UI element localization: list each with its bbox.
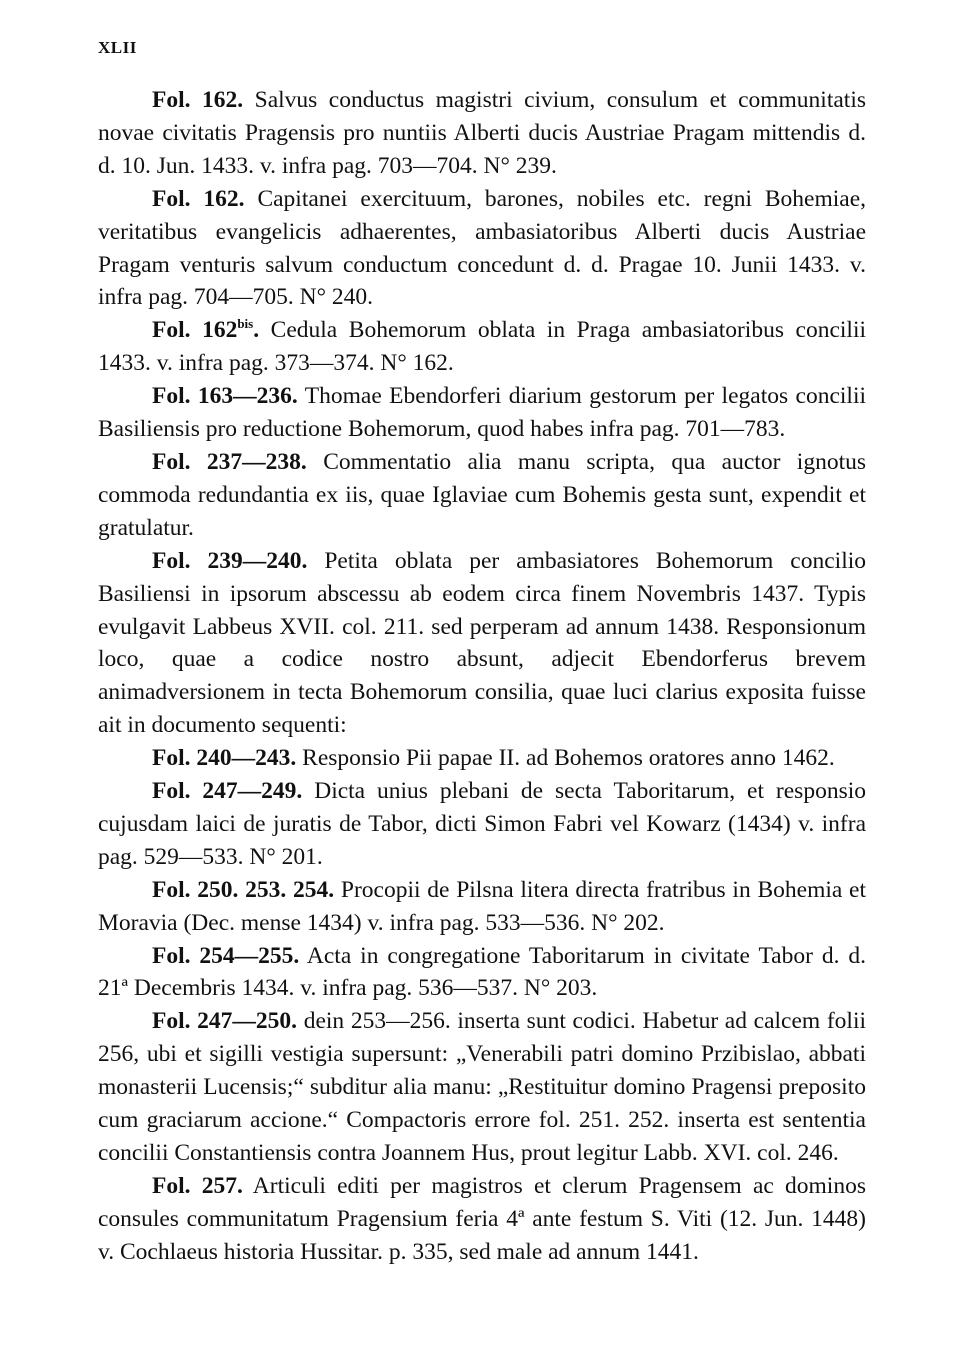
folio-prefix: Fol. [152, 876, 198, 903]
entry-text: Capitanei exercituum, barones, nobiles etc. regni Bohemiae, veritatibus evangelicis adhaerentes, ambasiatoribus Alberti ducis Austriae Pragam venturis salvum conductum concedunt d. d. Pragae 10. Junii 1433. v. infra pag. 704—705. N° 240. [98, 185, 867, 311]
folio-number: 254—255. [199, 942, 300, 969]
page-number: XLII [98, 38, 137, 57]
entry-text: Dicta unius plebani de secta Taboritarum, et responsio cujusdam laici de juratis de Tabor, dicti Simon Fabri vel Kowarz (1434) v. infra pag. 529—533. N° 201. [98, 778, 867, 870]
folio-reference [152, 1173, 243, 1199]
folio-reference [152, 548, 307, 574]
folio-prefix: Fol. [152, 185, 204, 212]
folio-number: 239—240. [207, 547, 308, 574]
folio-prefix: Fol. [152, 778, 203, 805]
entry-text: Acta in congregatione Taboritarum in civitate Tabor d. d. 21ª Decembris 1434. v. infra pag. 536—537. N° 203. [98, 942, 866, 1002]
entry-text: Responsio Pii papae II. ad Bohemos oratores anno 1462. [302, 745, 835, 772]
folio-number: 162. [203, 185, 245, 212]
folio-prefix: Fol. [152, 87, 203, 113]
catalog-entry [98, 314, 866, 380]
folio-prefix: Fol. [152, 547, 208, 574]
entry-text: dein 253—256. inserta sunt codici. Habetur ad calcem folii 256, ubi et sigilli vestigia supersunt: „Venerabili patri domino Przibislao, abbati monasterii Lucensis;“ subditur alia manu: „Restituitur domino Pragensi preposito cum graciarum accione.“ Compactoris errore fol. 251. 252. inserta est sententia concilii Constantiensis contra Joannem Hus, prout legitur Labb. XVI. col. 246. [98, 1008, 866, 1166]
folio-prefix: Fol. [152, 383, 198, 410]
catalog-entry [98, 545, 866, 742]
entry-text: Cedula Bohemorum oblata in Praga ambasiatoribus concilii 1433. v. infra pag. 373—374. N° 162. [98, 317, 867, 377]
folio-prefix: Fol. [152, 745, 197, 772]
folio-reference [152, 317, 259, 343]
entry-text: Thomae Ebendorferi diarium gestorum per legatos concilii Basiliensis pro reductione Bohemorum, quod habes infra pag. 701—783. [98, 383, 866, 443]
folio-number: 162. [202, 87, 244, 113]
document-body [98, 84, 866, 1269]
folio-prefix: Fol. [152, 317, 203, 344]
entry-text: Articuli editi per magistros et clerum Pragensem ac dominos consules communitatum Pragensium feria 4ª ante festum S. Viti (12. Jun. 1448) v. Cochlaeus historia Hussitar. p. 335, sed male ad annum 1441. [98, 1172, 866, 1265]
catalog-entry [98, 1170, 866, 1269]
catalog-entry [98, 874, 866, 940]
folio-reference [152, 943, 299, 969]
folio-reference [152, 186, 245, 212]
folio-number: 162 [202, 317, 238, 344]
catalog-entry [98, 183, 866, 315]
folio-number: 163—236. [197, 383, 298, 410]
folio-suffix: . [253, 317, 260, 344]
folio-number: 257. [201, 1172, 243, 1199]
folio-superscript: bis [237, 316, 254, 332]
folio-reference [152, 1008, 297, 1034]
folio-number: 247—249. [202, 778, 303, 805]
catalog-entry [98, 1005, 866, 1170]
folio-number: 247—250. [197, 1008, 298, 1035]
catalog-entry [98, 742, 866, 775]
folio-prefix: Fol. [152, 448, 207, 475]
entry-text: Petita oblata per ambasiatores Bohemorum concilio Basiliensi in ipsorum abscessu ab eodem circa finem Novembris 1437. Typis evulgavit Labbeus XVII. col. 211. sed perperam ad annum 1438. Responsionum loco, quae a codice nostro absunt, adjecit Ebendorferus brevem animadversionem in tecta Bohemorum consilia, quae luci clarius exposita fuisse ait in documento sequenti: [98, 547, 867, 739]
folio-reference [152, 383, 298, 409]
folio-prefix: Fol. [152, 942, 200, 969]
catalog-entry [98, 380, 866, 446]
catalog-entry [98, 775, 866, 874]
folio-reference [152, 877, 334, 903]
catalog-entry [98, 940, 866, 1006]
catalog-entry [98, 84, 866, 183]
entry-text: Salvus conductus magistri civium, consulum et communitatis novae civitatis Pragensis pro nuntiis Alberti ducis Austriae Pragam mittendis d. d. 10. Jun. 1433. v. infra pag. 703—704. N° 239. [98, 87, 866, 179]
folio-prefix: Fol. [152, 1008, 198, 1035]
folio-reference [152, 778, 302, 804]
folio-number: 240—243. [196, 745, 297, 772]
folio-number: 250. 253. 254. [197, 876, 335, 903]
folio-number: 237—238. [206, 448, 307, 475]
folio-reference [152, 745, 296, 771]
folio-reference [152, 87, 243, 113]
catalog-entry [98, 446, 866, 545]
folio-reference [152, 449, 307, 475]
entry-text: Commentatio alia manu scripta, qua auctor ignotus commoda redundantia ex iis, quae Iglaviae cum Bohemis gesta sunt, expendit et gratulatur. [98, 448, 866, 541]
entry-text: Procopii de Pilsna litera directa fratribus in Bohemia et Moravia (Dec. mense 1434) v. infra pag. 533—536. N° 202. [98, 876, 867, 936]
folio-prefix: Fol. [152, 1172, 202, 1199]
